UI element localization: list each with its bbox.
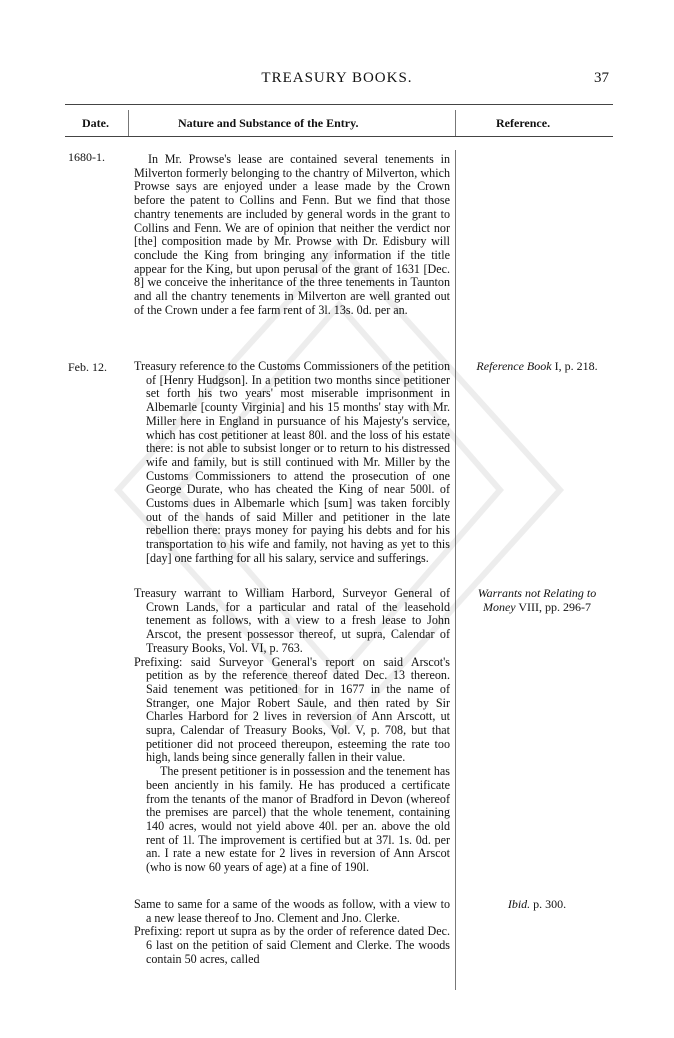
entry-text <box>134 360 450 566</box>
running-title: TREASURY BOOKS. <box>261 70 413 86</box>
reference-locator: VIII, pp. 296-7 <box>515 599 592 614</box>
reference-locator: p. 300. <box>530 897 567 911</box>
column-head-nature: Nature and Substance of the Entry. <box>178 116 359 130</box>
entry-reference <box>461 898 613 912</box>
entry-paragraph: Treasury warrant to William Harbord, Surveyor General of Crown Lands, for a particular and ratal of the leasehold tenement as follows, with a view to a fresh lease to John Arscot, the present possessor thereof, ut supra, Calendar of Treasury Books, Vol. VI, p. 763. <box>134 586 450 655</box>
entry-text <box>134 587 450 875</box>
reference-book-title: Ibid. <box>507 897 531 911</box>
reference-book-title: Reference Book <box>476 359 552 373</box>
entry-paragraph: In Mr. Prowse's lease are contained several tenements in Milverton formerly belonging to the chantry of Milverton, which Prowse says are enjoyed under a lease made by the Crown before the patent to Collins and Fenn. But we find that those chantry tenements are included by general words in the grant to Collins and Fenn. We are of opinion that neither the verdict nor [the] composition made by Mr. Prowse with Dr. Edisbury will conclude the King from bringing any information if the title appear for the King, but upon perusal of the grant of 1631 [Dec. 8] we conceive the inheritance of the three tenements in Taunton and all the chantry tenements in Milverton are well granted out of the Crown under a fee farm rent of 3l. 13s. 0d. per an. <box>134 152 450 317</box>
entry-reference <box>461 587 613 614</box>
column-divider-left <box>128 110 129 136</box>
entry-date: 1680-1. <box>68 150 105 164</box>
column-divider-right <box>455 110 456 136</box>
page-number: 37 <box>594 70 609 86</box>
reference-column-divider <box>455 150 456 990</box>
entry-paragraph: Prefixing: said Surveyor General's report on said Arscot's petition as by the reference thereof dated Dec. 13 thereon. Said tenement was petitioned for in 1677 in the name of Stranger, one Major Robert Saule, and then rated by Sir Charles Harbord for 2 lives in reversion of Ann Arscott, ut supra, Calendar of Treasury Books, Vol. V, p. 708, but that petitioner did not proceed thereupon, esteeming the rate too high, lands being since generally fallen in their value. <box>134 654 450 765</box>
entry-paragraph: Treasury reference to the Customs Commissioners of the petition of [Henry Hudgson]. In a petition two months since petitioner set forth his two years' most miserable imprisonment in Albemarle [county Virginia] and his 15 months' stay with Mr. Miller here in England in pursuance of his Majesty's service, which has cost petitioner at least 80l. and the loss of his estate there: is not able to subsist longer or to return to his distressed wife and family, but is still continued with Mr. Miller by the Customs Commissioners to attend the prosecution of one George Durate, who has cheated the King of near 500l. of Customs dues in Albemarle which [sum] was taken forcibly out of the hands of said Miller and petitioner in the late rebellion there: prays money for paying his debts and for his transportation to his wife and family, not having as yet to this [day] one farthing for all his salary, service and sufferings. <box>134 359 450 565</box>
header-rule-top <box>65 104 613 105</box>
entry-reference <box>461 360 613 374</box>
column-head-date: Date. <box>82 116 109 130</box>
reference-book-title: Warrants not Relating to Money <box>477 586 597 614</box>
reference-locator: I, p. 218. <box>551 359 598 373</box>
entry-text <box>134 153 450 317</box>
entry-paragraph: The present petitioner is in possession and the tenement has been anciently in his family. He has produced a certificate from the tenants of the manor of Bradford in Devon (whereof the premises are parcel) that the whole tenement, containing 140 acres, would not yield above 40l. per an. above the old rent of 1l. The improvement is certified but at 37l. 1s. 0d. per an. I rate a new estate for 2 lives in reversion of Ann Arscot (who is now 60 years of age) at a fine of 190l. <box>146 764 450 875</box>
entry-paragraph: Same to same for a same of the woods as follow, with a view to a new lease thereof to Jno. Clement and Jno. Clerke. <box>134 897 450 925</box>
entry-text <box>134 898 450 967</box>
entry-paragraph: Prefixing: report ut supra as by the order of reference dated Dec. 6 last on the petition of said Clement and Clerke. The woods contain 50 acres, called <box>134 924 450 966</box>
header-rule-bottom <box>65 136 613 137</box>
column-head-reference: Reference. <box>496 116 551 130</box>
entry-date: Feb. 12. <box>68 360 107 374</box>
